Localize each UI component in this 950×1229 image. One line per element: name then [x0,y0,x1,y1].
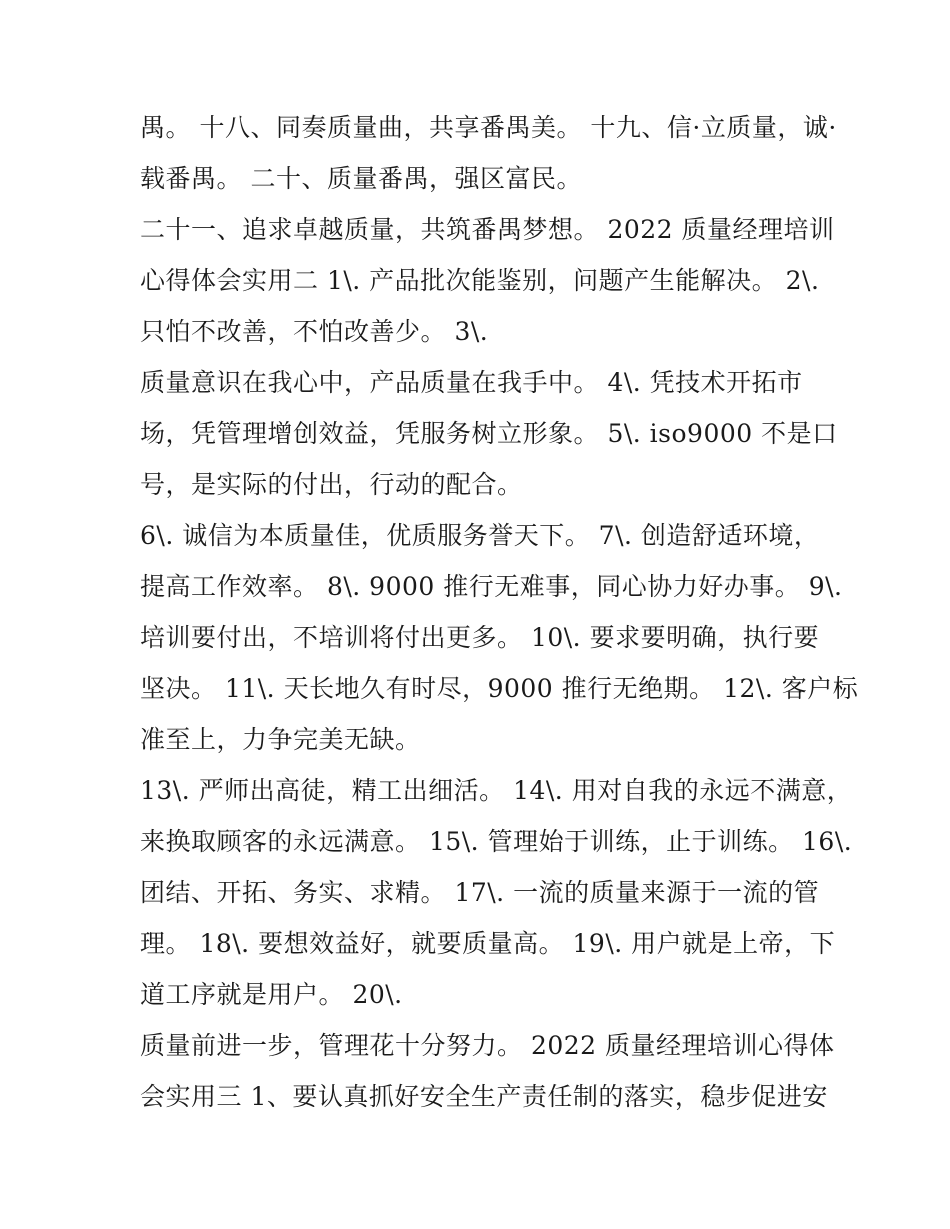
text-line-16: 团结、开拓、务实、求精。 17\. 一流的质量来源于一流的管 [140,878,820,907]
text-line-17: 理。 18\. 要想效益好，就要质量高。 19\. 用户就是上帝，下 [140,929,836,958]
text-line-14: 13\. 严师出高徒，精工出细活。 14\. 用对自我的永远不满意， [140,776,853,805]
text-line-18: 道工序就是用户。 20\. [140,980,403,1009]
text-line-5: 只怕不改善，不怕改善少。 3\. [140,317,489,346]
text-line-19: 质量前进一步，管理花十分努力。 2022 质量经理培训心得体 [140,1031,835,1060]
text-line-11: 培训要付出，不培训将付出更多。 10\. 要求要明确，执行要 [140,623,820,652]
text-line-10: 提高工作效率。 8\. 9000 推行无难事，同心协力好办事。 9\. [140,572,843,601]
text-line-1: 禺。 十八、同奏质量曲，共享番禺美。 十九、信·立质量，诚· [140,113,837,142]
text-line-13: 准至上，力争完美无缺。 [140,725,421,754]
text-line-20: 会实用三 1、要认真抓好安全生产责任制的落实，稳步促进安 [140,1082,828,1111]
text-line-3: 二十一、追求卓越质量，共筑番禺梦想。 2022 质量经理培训 [140,215,835,244]
text-line-9: 6\. 诚信为本质量佳，优质服务誉天下。 7\. 创造舒适环境， [140,521,820,550]
text-line-8: 号，是实际的付出，行动的配合。 [140,470,523,499]
text-line-2: 载番禺。 二十、质量番禺，强区富民。 [140,164,582,193]
text-line-12: 坚决。 11\. 天长地久有时尽，9000 推行无绝期。 12\. 客户标 [140,674,859,703]
text-line-7: 场，凭管理增创效益，凭服务树立形象。 5\. iso9000 不是口 [140,419,838,448]
text-line-4: 心得体会实用二 1\. 产品批次能鉴别，问题产生能解决。 2\. [140,266,820,295]
text-line-6: 质量意识在我心中，产品质量在我手中。 4\. 凭技术开拓市 [140,368,803,397]
text-line-15: 来换取顾客的永远满意。 15\. 管理始于训练，止于训练。 16\. [140,827,853,856]
